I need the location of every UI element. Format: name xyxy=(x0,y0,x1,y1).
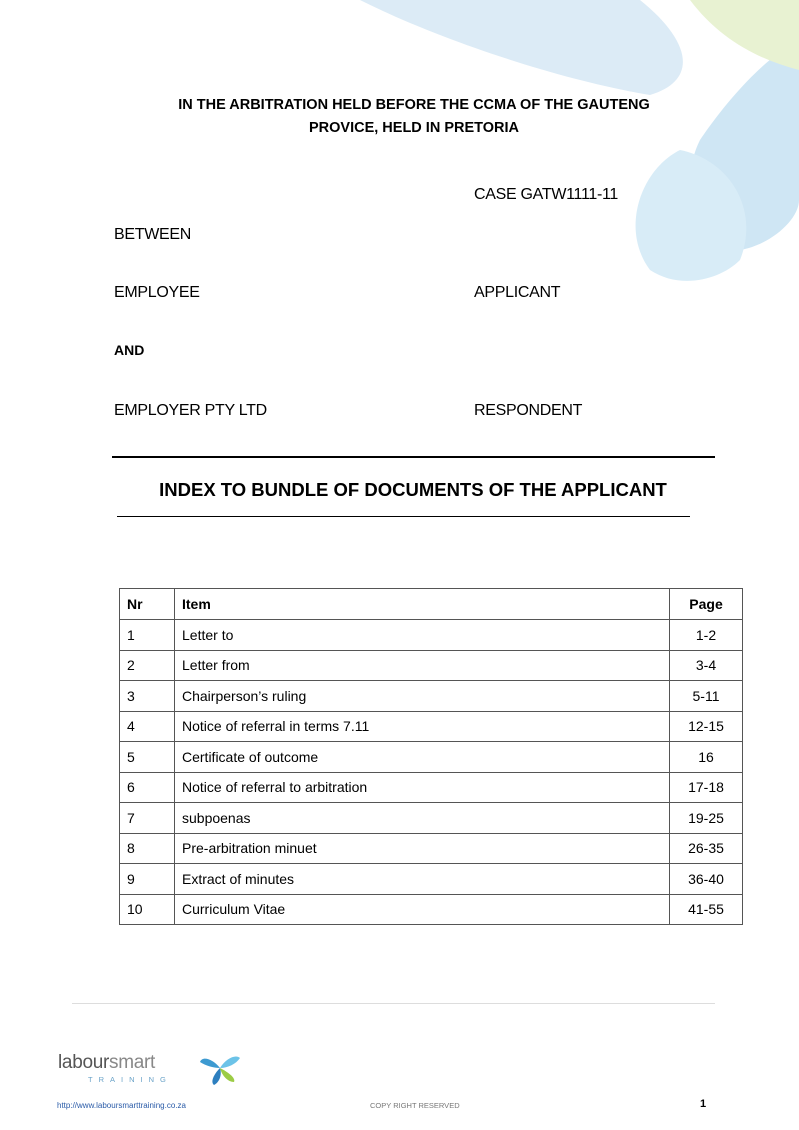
header-nr: Nr xyxy=(120,589,175,620)
row-page: 17-18 xyxy=(670,772,743,803)
table-header-row xyxy=(120,589,743,620)
page-number: 1 xyxy=(700,1098,707,1110)
flower-logo-icon xyxy=(198,1052,242,1086)
row-page: 12-15 xyxy=(670,711,743,742)
row-item: Chairperson’s ruling xyxy=(175,681,670,712)
row-page: 36-40 xyxy=(670,864,743,895)
row-page: 41-55 xyxy=(670,894,743,925)
applicant-role: APPLICANT xyxy=(474,284,561,301)
row-nr: 5 xyxy=(120,742,175,773)
row-nr: 8 xyxy=(120,833,175,864)
row-item: Notice of referral in terms 7.11 xyxy=(175,711,670,742)
logo-subtitle: TRAINING xyxy=(88,1075,172,1084)
row-page: 16 xyxy=(670,742,743,773)
logo-wordmark xyxy=(58,1052,155,1074)
row-item: Letter from xyxy=(175,650,670,681)
table-row xyxy=(120,711,743,742)
row-item: Notice of referral to arbitration xyxy=(175,772,670,803)
table-row xyxy=(120,650,743,681)
table-row xyxy=(120,864,743,895)
row-nr: 4 xyxy=(120,711,175,742)
row-nr: 10 xyxy=(120,894,175,925)
row-item: Pre-arbitration minuet xyxy=(175,833,670,864)
footer-divider xyxy=(72,1003,715,1004)
row-nr: 3 xyxy=(120,681,175,712)
row-item: subpoenas xyxy=(175,803,670,834)
title-underline xyxy=(117,516,690,517)
logo-main: labour xyxy=(58,1052,110,1073)
footer-copyright: COPY RIGHT RESERVED xyxy=(370,1101,460,1110)
row-nr: 1 xyxy=(120,620,175,651)
row-item: Letter to xyxy=(175,620,670,651)
row-nr: 9 xyxy=(120,864,175,895)
row-page: 19-25 xyxy=(670,803,743,834)
logo-accent: smart xyxy=(109,1052,156,1073)
and-label: AND xyxy=(114,342,145,358)
employer-party: EMPLOYER PTY LTD xyxy=(114,402,267,419)
row-item: Curriculum Vitae xyxy=(175,894,670,925)
table-row xyxy=(120,894,743,925)
row-nr: 6 xyxy=(120,772,175,803)
row-item: Certificate of outcome xyxy=(175,742,670,773)
heading-line-2: PROVICE, HELD IN PRETORIA xyxy=(308,120,519,136)
index-table xyxy=(119,588,743,925)
index-title: INDEX TO BUNDLE OF DOCUMENTS OF THE APPLICANT xyxy=(159,479,667,500)
header-item: Item xyxy=(175,589,670,620)
row-page: 3-4 xyxy=(670,650,743,681)
between-label: BETWEEN xyxy=(114,226,192,243)
row-page: 1-2 xyxy=(670,620,743,651)
table-row xyxy=(120,620,743,651)
row-page: 5-11 xyxy=(670,681,743,712)
heading-line-1: IN THE ARBITRATION HELD BEFORE THE CCMA OF THE GAUTENG xyxy=(178,97,650,113)
respondent-role: RESPONDENT xyxy=(474,402,583,419)
row-page: 26-35 xyxy=(670,833,743,864)
case-number: CASE GATW1111-11 xyxy=(474,186,618,203)
row-nr: 2 xyxy=(120,650,175,681)
footer-url-link[interactable]: http://www.laboursmarttraining.co.za xyxy=(57,1101,186,1110)
divider-line xyxy=(112,456,715,458)
table-row xyxy=(120,742,743,773)
row-nr: 7 xyxy=(120,803,175,834)
header-page: Page xyxy=(670,589,743,620)
company-logo xyxy=(58,1052,172,1084)
table-row xyxy=(120,803,743,834)
document-heading xyxy=(100,94,728,140)
table-row xyxy=(120,772,743,803)
table-row xyxy=(120,681,743,712)
row-item: Extract of minutes xyxy=(175,864,670,895)
employee-party: EMPLOYEE xyxy=(114,284,200,301)
table-row xyxy=(120,833,743,864)
